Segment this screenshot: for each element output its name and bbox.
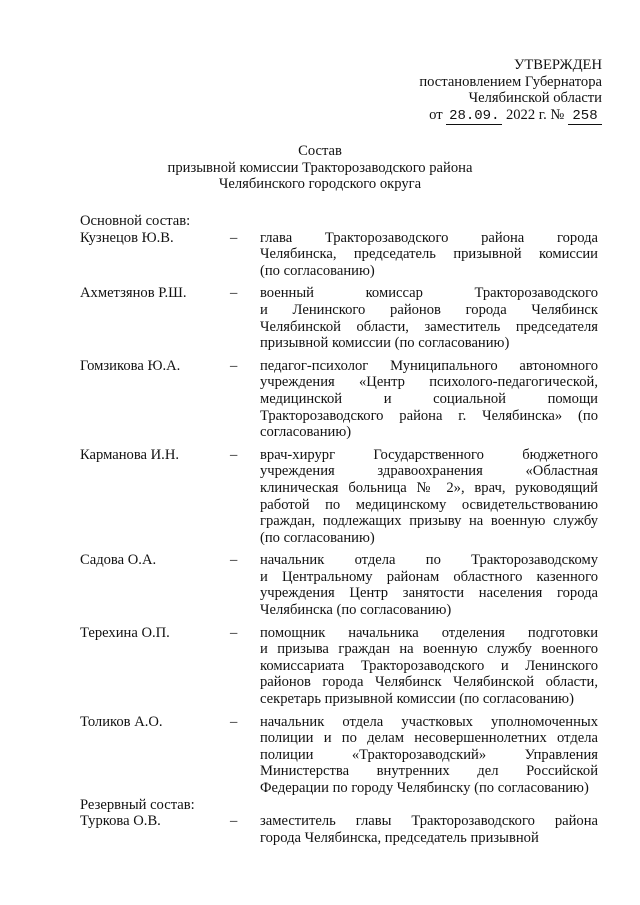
dash-separator: –	[230, 446, 238, 463]
member-name: Толиков А.О.	[80, 713, 163, 730]
position-line: врач-хирург Государственного бюджетного	[260, 446, 598, 463]
position-line: (по согласованию)	[260, 262, 375, 279]
position-line: Челябинска (по согласованию)	[260, 602, 452, 619]
commission-list	[80, 213, 598, 846]
position-line: Челябинска, председатель призывной комиссии	[260, 246, 598, 263]
approval-date-line	[392, 107, 602, 125]
approval-number: 258	[568, 109, 602, 125]
position-line: и призыва граждан на военную службу военного	[260, 641, 598, 658]
member-name: Карманова И.Н.	[80, 446, 180, 463]
position-line: комиссариата Тракторозаводского и Ленинского	[260, 657, 598, 674]
main-members	[80, 230, 598, 797]
approval-stamp	[392, 57, 602, 125]
position-line: секретарь призывной комиссии (по согласованию)	[260, 691, 574, 708]
position-line: граждан, подлежащих призыву на военную службу	[260, 513, 598, 530]
dash-separator: –	[230, 229, 238, 246]
approval-year: 2022 г. №	[505, 106, 565, 123]
title-line-1: Состав	[298, 143, 342, 159]
member-row	[80, 813, 598, 846]
position-line: Челябинской области, заместитель председателя	[260, 318, 598, 335]
position-line: Федерации по городу Челябинску (по согласованию)	[260, 780, 589, 796]
main-section-label: Основной состав:	[80, 213, 191, 229]
dash-separator: –	[230, 713, 238, 730]
dash-separator: –	[230, 285, 238, 302]
position-line: города Челябинска, председатель призывной	[260, 829, 539, 846]
member-position	[260, 552, 598, 618]
position-line: начальник отдела по Тракторозаводскому	[260, 552, 598, 569]
position-line: военный комиссар Тракторозаводского	[260, 285, 598, 302]
dash-separator: –	[230, 813, 238, 830]
member-row	[80, 230, 598, 280]
member-row	[80, 552, 598, 618]
member-position	[260, 358, 598, 441]
approval-date: 28.09.	[446, 109, 502, 125]
reserve-members	[80, 813, 598, 846]
member-name: Садова О.А.	[80, 552, 157, 569]
title-line-3: Челябинского городского округа	[218, 176, 422, 193]
member-row	[80, 625, 598, 708]
position-line: и Центральному районам областного казенного	[260, 568, 598, 585]
document-title	[0, 143, 640, 193]
position-line: помощник начальника отделения подготовки	[260, 624, 598, 641]
member-position	[260, 447, 598, 547]
position-line: согласованию)	[260, 424, 352, 441]
position-line: полиции и по делам несовершеннолетних отдела	[260, 730, 598, 747]
position-line: призывной комиссии (по согласованию)	[260, 335, 510, 352]
member-row	[80, 285, 598, 351]
position-line: медицинской и социальной помощи	[260, 390, 598, 407]
position-line: (по согласованию)	[260, 529, 375, 546]
member-name: Кузнецов Ю.В.	[80, 229, 174, 246]
member-name: Гомзикова Ю.А.	[80, 357, 181, 374]
member-row	[80, 358, 598, 441]
member-position	[260, 813, 598, 846]
position-line: клиническая больница № 2», врач, руководящий	[260, 479, 598, 496]
approved-heading: УТВЕРЖДЕН	[514, 57, 602, 73]
member-position	[260, 285, 598, 351]
position-line: Министерства внутренних дел Российской	[260, 763, 598, 780]
position-line: учреждения Центр занятости населения города	[260, 585, 598, 602]
approved-region-line: Челябинской области	[468, 90, 602, 107]
position-line: районов города Челябинск Челябинской области,	[260, 674, 598, 691]
position-line: глава Тракторозаводского района города	[260, 229, 598, 246]
member-row	[80, 447, 598, 547]
position-line: Тракторозаводского района г. Челябинска» (по	[260, 407, 598, 424]
position-line: заместитель главы Тракторозаводского района	[260, 813, 598, 830]
dash-separator: –	[230, 357, 238, 374]
member-position	[260, 625, 598, 708]
date-prefix: от	[429, 106, 443, 123]
title-line-2: призывной комиссии Тракторозаводского района	[167, 159, 473, 176]
position-line: работой по медицинскому освидетельствованию	[260, 496, 598, 513]
position-line: педагог-психолог Муниципального автономного	[260, 357, 598, 374]
reserve-section-label: Резервный состав:	[80, 796, 195, 813]
member-name: Терехина О.П.	[80, 624, 170, 641]
member-position	[260, 714, 598, 797]
position-line: начальник отдела участковых уполномоченных	[260, 713, 598, 730]
dash-separator: –	[230, 552, 238, 569]
position-line: учреждения «Центр психолого-педагогической,	[260, 374, 598, 391]
position-line: учреждения здравоохранения «Областная	[260, 463, 598, 480]
dash-separator: –	[230, 624, 238, 641]
member-name: Ахметзянов Р.Ш.	[80, 285, 187, 302]
member-position	[260, 230, 598, 280]
member-row	[80, 714, 598, 797]
approved-by-line: постановлением Губернатора	[419, 73, 602, 90]
position-line: и Ленинского районов города Челябинск	[260, 301, 598, 318]
position-line: полиции «Тракторозаводский» Управления	[260, 746, 598, 763]
member-name: Туркова О.В.	[80, 813, 161, 830]
